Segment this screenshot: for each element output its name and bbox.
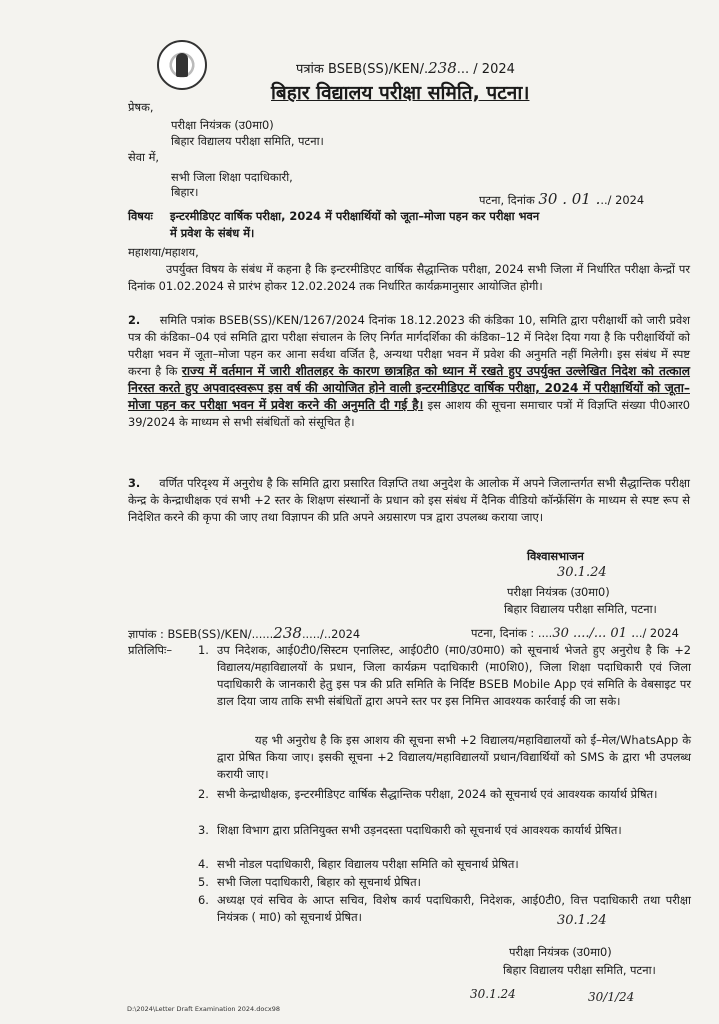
subject-label: विषयः: [128, 209, 153, 223]
date-handwritten: 30 . 01 .: [538, 190, 601, 208]
signature-1-handwritten: 30.1.24: [557, 565, 607, 580]
copy-5-number: 5.: [198, 875, 209, 889]
copy-5-text: सभी जिला पदाधिकारी, बिहार को सूचनार्थ प्रेषित।: [217, 875, 421, 889]
signature-2-title: परीक्षा नियंत्रक (उ0मा0): [509, 945, 612, 959]
paragraph-1: उपर्युक्त विषय के संबंध में कहना है कि इन्टरमीडिएट वार्षिक सैद्धान्तिक परीक्षा, 2024 सभी जिला में निर्धारित परीक्षा केन्द्रों पर दिनांक 01.02.2024 से प्रारंभ होकर 12.02.2024 तक निर्धारित कार्यक्रमानुसार आयोजित होगी।: [128, 262, 690, 293]
subject-line-1: इन्टरमीडिएट वार्षिक परीक्षा, 2024 में परीक्षार्थियों को जूता–मोजा पहन कर परीक्षा भवन: [170, 209, 540, 223]
reference-number-handwritten: 238: [428, 59, 457, 77]
sender-line-2: बिहार विद्यालय परीक्षा समिति, पटना।: [171, 134, 324, 148]
sender-line-1: परीक्षा नियंत्रक (उ0मा0): [171, 118, 274, 132]
paragraph-2: [128, 312, 690, 431]
signature-2-handwritten: 30.1.24: [557, 913, 607, 928]
date-prefix: पटना, दिनांक: [479, 193, 535, 207]
copy-1-continuation: यह भी अनुरोध है कि इस आशय की सूचना सभी +2 विद्यालय/महाविद्यालयों को ई–मेल/WhatsApp के द्वारा प्रेषित किया जाए। इसकी सूचना +2 विद्यालय/महाविद्यालयों प्रधान/विद्यार्थियों को SMS के द्वारा भी उपलब्ध करायी जाए।: [217, 733, 691, 781]
copy-3-text: शिक्षा विभाग द्वारा प्रतिनियुक्त सभी उड़नदस्ता पदाधिकारी को सूचनार्थ एवं आवश्यक कार्यार्थ प्रेषित।: [217, 823, 622, 837]
organization-title: बिहार विद्यालय परीक्षा समिति, पटना।: [271, 82, 530, 104]
recipient-label: सेवा में,: [128, 150, 160, 164]
signature-1-title: परीक्षा नियंत्रक (उ0मा0): [507, 585, 610, 599]
paragraph-3-number: 3.: [128, 476, 141, 490]
copy-2-number: 2.: [198, 787, 209, 801]
paragraph-2-text: समिति पत्रांक BSEB(SS)/KEN/1267/2024 दिनांक 18.12.2023 की कंडिका 10, समिति द्वारा परीक्षार्थी को जारी प्रवेश पत्र की कंडिका–04 एवं समिति द्वारा परीक्षा संचालन के लिए निर्गत मार्गदर्शिका की कंडिका–12 में निदेश दिया गया है कि परीक्षार्थियों को परीक्षा भवन में जूता–मोजा पहन कर आना सर्वथा वर्जित है, अन्यथा परीक्षा भवन में प्रवेश की अनुमति नहीं मिलेगी। इस संबंध में स्पष्ट करना है कि: [128, 313, 690, 378]
paragraph-3-text: वर्णित परिदृश्य में अनुरोध है कि समिति द्वारा प्रसारित विज्ञप्ति तथा अनुदेश के आलोक में अपने जिलान्तर्गत सभी सैद्धान्तिक परीक्षा केन्द्र के केन्द्राधीक्षक एवं सभी +2 स्तर के शिक्षण संस्थानों के प्रधान को इस संबंध में दैनिक वीडियो कॉन्फ्रेंसिंग के माध्यम से स्पष्ट रूप से निदेशित करने की कृपा की जाए तथा विज्ञापन की प्रति अपने अग्रसारण पत्र द्वारा उपलब्ध कराया जाए।: [128, 476, 690, 524]
subject-line-2: में प्रवेश के संबंध में।: [170, 226, 255, 240]
memo-suffix: ...../..2024: [301, 627, 361, 641]
memo-number-handwritten: 238: [273, 624, 302, 642]
copy-1-text: उप निदेशक, आई0टी0/सिस्टम एनालिस्ट, आई0टी0 (मा0/उ0मा0) को सूचनार्थ भेजते हुए अनुरोध है कि +2 विद्यालय/महाविद्यालयों के प्रधान, जिला कार्यक्रम पदाधिकारी (मा0शि0), जिला शिक्षा पदाधिकारी एवं जिला पदाधिकारी के जानकारी हेतु इस पत्र की प्रति समिति के निर्दिष्ट BSEB Mobile App एवं समिति के वेबसाइट पर डाल दिया जाय ताकि सभी संबंधितों द्वारा अपने स्तर पर इस निमित्त आवश्यक कार्रवाई की जा सके।: [217, 643, 691, 708]
memo-date-prefix: पटना, दिनांक : ....: [471, 626, 553, 640]
reference-prefix: पत्रांक BSEB(SS)/KEN/.: [296, 62, 429, 77]
date-suffix: ../ 2024: [600, 193, 645, 207]
letter-reference: [296, 60, 515, 78]
bseb-seal-icon: [157, 40, 207, 90]
initials-1-handwritten: 30.1.24: [470, 987, 516, 1001]
paragraph-2-bold-underlined: राज्य में वर्तमान में जारी शीतलहर के कारण छात्रहित को ध्यान में रखते हुए उपर्युक्त उल्लेखित निदेश को तत्काल निरस्त करते हुए अपवादस्वरूप इस वर्ष की आयोजित होने वाली इन्टरमीडिएट वार्षिक परीक्षा, 2024 में परीक्षार्थियों को जूता–मोजा पहन कर परीक्षा भवन में प्रवेश करने की अनुमति दी गई है।: [128, 364, 691, 412]
memo-date-suffix: ../ 2024: [635, 626, 679, 640]
memo-date-handwritten: 30 ..../... 01 .: [552, 626, 636, 641]
letter-date: [479, 191, 644, 209]
reference-suffix: ... / 2024: [456, 62, 515, 77]
copy-4-text: सभी नोडल पदाधिकारी, बिहार विद्यालय परीक्षा समिति को सूचनार्थ प्रेषित।: [217, 857, 519, 871]
paragraph-2-number: 2.: [128, 313, 141, 327]
copy-4-number: 4.: [198, 857, 209, 871]
initials-2-handwritten: 30/1/24: [588, 990, 635, 1004]
paragraph-3: [128, 475, 690, 526]
memo-prefix: ज्ञापांक : BSEB(SS)/KEN/......: [128, 627, 274, 641]
copy-1-number: 1.: [198, 643, 209, 657]
recipient-line-2: बिहार।: [171, 185, 199, 199]
salutation: महाशया/महाशय,: [128, 245, 199, 259]
copy-6-number: 6.: [198, 893, 209, 907]
signature-2-org: बिहार विद्यालय परीक्षा समिति, पटना।: [503, 963, 656, 977]
paragraph-2-after: इस आशय की सूचना समाचार पत्रों में विज्ञप्ति संख्या पी0आर0 39/2024 के माध्यम से सभी संबंधितों को संसूचित है।: [128, 398, 690, 429]
copy-2-text: सभी केन्द्राधीक्षक, इन्टरमीडिएट वार्षिक सैद्धान्तिक परीक्षा, 2024 को सूचनार्थ एवं आवश्यक कार्यार्थ प्रेषित।: [217, 787, 658, 801]
memo-date: [471, 625, 679, 642]
copy-3-number: 3.: [198, 823, 209, 837]
closing-regards: विश्वासभाजन: [527, 549, 584, 563]
memo-number: [128, 625, 360, 643]
copy-to-label: प्रतिलिपिः–: [128, 643, 173, 657]
recipient-line-1: सभी जिला शिक्षा पदाधिकारी,: [171, 170, 293, 184]
sender-label: प्रेषक,: [128, 100, 154, 114]
signature-1-org: बिहार विद्यालय परीक्षा समिति, पटना।: [504, 602, 657, 616]
copy-6-text: अध्यक्ष एवं सचिव के आप्त सचिव, विशेष कार्य पदाधिकारी, निदेशक, आई0टी0, वित्त पदाधिकारी तथा परीक्षा नियंत्रक ( मा0) को सूचनार्थ प्रेषित।: [217, 893, 691, 924]
footer-file-path: D:\2024\Letter Draft Examination 2024.docx98: [127, 1005, 281, 1013]
